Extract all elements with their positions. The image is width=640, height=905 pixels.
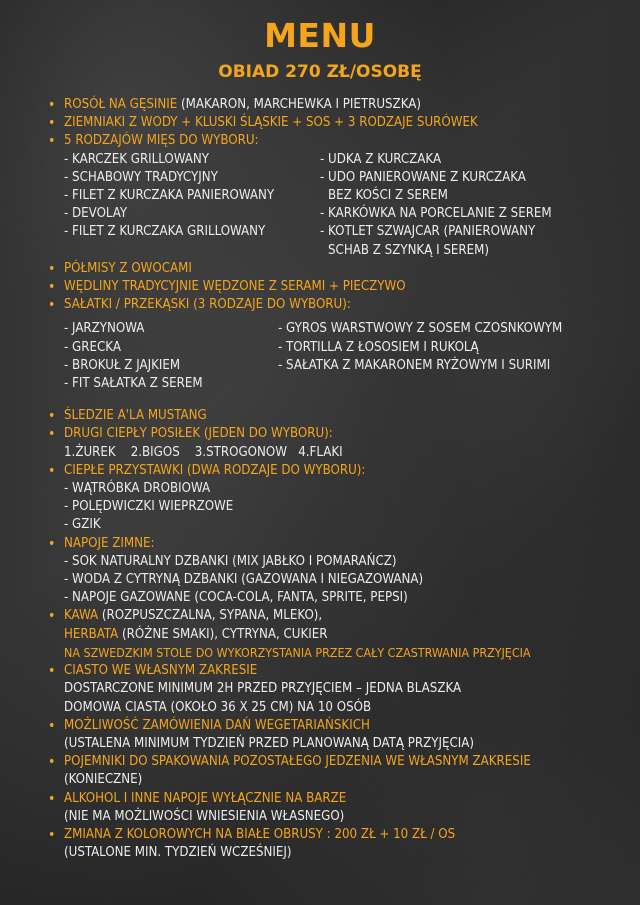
menu-item-przystawki: • CIEPŁE PRZYSTAWKI (DWA RODZAJE DO WYBORU): - WĄTRÓBKA DROBIOWA - POLĘDWICZKI WIEPRZOWE - GZIK: [48, 462, 628, 535]
bullet-icon: •: [48, 790, 56, 807]
bullet-icon: •: [48, 663, 56, 680]
list-item: - SAŁATKA Z MAKARONEM RYŻOWYM I SURIMI: [278, 357, 551, 373]
menu-item-obrusy: • ZMIANA Z KOLOROWYCH NA BIAŁE OBRUSY : 200 ZŁ + 10 ZŁ / OS (USTALONE MIN. TYDZIEŃ WCZEŚNIEJ): [48, 826, 456, 861]
menu-item-alkohol: • ALKOHOL I INNE NAPOJE WYŁĄCZNIE NA BARZE (NIE MA MOŻLIWOŚCI WNIESIENIA WŁASNEGO): [48, 790, 347, 824]
menu-item-ziemniaki: • ZIEMNIAKI Z WODY + KLUSKI ŚLĄSKIE + SOS + 3 RODZAJE SURÓWEK: [48, 115, 478, 132]
list-item: - GRECKA: [64, 339, 121, 355]
list-item: - SOK NATURALNY DZBANKI (MIX JABŁKO I POMARAŃCZ): [64, 553, 397, 569]
list-item: - NAPOJE GAZOWANE (COCA-COLA, FANTA, SPRITE, PEPSI): [64, 590, 408, 606]
salatki-right-column: [278, 320, 562, 393]
menu-item-mieso: • 5 RODZAJÓW MIĘS DO WYBORU: - KARCZEK GRILLOWANY - SCHABOWY TRADYCYJNY - FILET Z KURCZAKA PANIEROWANY - DEVOLAY - FILET Z KURCZAKA GRILLOWANY - UDKA Z KURCZAKA - UDO PANIEROWANE Z KURCZAKA BEZ KOŚCI Z SEREM - KARKÓWKA NA PORCELANIE Z SEREM - KOTLET SZWAJCAR (PANIEROWANY SCHAB Z SZYNKĄ I SEREM): [48, 132, 628, 259]
list-item: - FILET Z KURCZAKA GRILLOWANY: [64, 224, 266, 240]
bullet-icon: •: [48, 426, 56, 443]
menu-item-salatki: • SAŁATKI / PRZEKĄSKI (3 RODZAJE DO WYBORU): - JARZYNOWA - GRECKA - BROKUŁ Z JAJKIEM - FIT SAŁATKA Z SEREM - GYROS WARSTWOWY Z SOSEM CZOSNKOWYM - TORTILLA Z ŁOSOSIEM I RUKOLĄ - SAŁATKA Z MAKARONEM RYŻOWYM I SURIMI: [48, 296, 628, 393]
salatki-left-column: [64, 320, 278, 393]
menu-item-ciasto: • CIASTO WE WŁASNYM ZAKRESIE DOSTARCZONE MINIMUM 2H PRZED PRZYJĘCIEM – JEDNA BLASZKA DOMOWA CIASTA (OKOŁO 36 X 25 CM) NA 10 OSÓB: [48, 663, 462, 715]
mieso-right-column: [320, 151, 552, 260]
menu-subtitle: OBIAD 270 ZŁ/OSOBĘ: [218, 62, 422, 82]
menu-item-kawa: • KAWA (ROZPUSZCZALNA, SYPANA, MLEKO), HERBATA (RÓŻNE SMAKI), CYTRYNA, CUKIER NA SZWEDZKIM STOLE DO WYKORZYSTANIA PRZEZ CAŁY CZASTRWANIA PRZYJĘCIA: [48, 607, 628, 662]
bullet-icon: •: [48, 279, 56, 296]
bullet-icon: •: [48, 462, 56, 479]
bullet-icon: •: [48, 717, 56, 734]
list-item: - KARCZEK GRILLOWANY: [64, 151, 210, 167]
mieso-left-column: [64, 151, 320, 260]
list-item: - TORTILLA Z ŁOSOSIEM I RUKOLĄ: [278, 339, 479, 355]
menu-item-wedliny: • WĘDLINY TRADYCYJNIE WĘDZONE Z SERAMI + PIECZYWO: [48, 279, 406, 296]
list-item: SCHAB Z SZYNKĄ I SEREM): [328, 242, 489, 258]
list-item: - FILET Z KURCZAKA PANIEROWANY: [64, 188, 275, 204]
list-item: - KOTLET SZWAJCAR (PANIEROWANY: [320, 224, 536, 240]
list-item: - WĄTRÓBKA DROBIOWA: [64, 481, 211, 497]
list-item: BEZ KOŚCI Z SEREM: [328, 188, 448, 204]
list-item: - DEVOLAY: [64, 206, 128, 222]
menu-item-pojemniki: • POJEMNIKI DO SPAKOWANIA POZOSTAŁEGO JEDZENIA WE WŁASNYM ZAKRESIE (KONIECZNE): [48, 754, 531, 788]
bullet-icon: •: [48, 535, 56, 552]
list-item: - UDKA Z KURCZAKA: [320, 151, 442, 167]
bullet-icon: •: [48, 826, 56, 843]
mieso-options: [64, 151, 628, 260]
bullet-icon: •: [48, 408, 56, 425]
list-item: - UDO PANIEROWANE Z KURCZAKA: [320, 169, 526, 185]
list-item: - SCHABOWY TRADYCYJNY: [64, 169, 218, 185]
menu-title: MENU: [264, 16, 376, 55]
menu-item-rosol: • ROSÓŁ NA GĘSINIE (MAKARON, MARCHEWKA I PIETRUSZKA): [48, 97, 421, 113]
bullet-icon: •: [48, 608, 56, 625]
bullet-icon: •: [48, 133, 56, 150]
list-item: - BROKUŁ Z JAJKIEM: [64, 357, 181, 373]
drugi-options: 1.ŻUREK 2.BIGOS 3.STROGONOW 4.FLAKI: [64, 444, 343, 460]
herbata-label: HERBATA: [64, 626, 119, 642]
list-item: - FIT SAŁATKA Z SEREM: [64, 376, 203, 392]
salatki-options: [64, 320, 628, 393]
bullet-icon: •: [48, 754, 56, 771]
list-item: - KARKÓWKA NA PORCELANIE Z SEREM: [320, 206, 552, 222]
bullet-icon: •: [48, 115, 56, 132]
bullet-icon: •: [48, 97, 56, 113]
list-item: - JARZYNOWA: [64, 321, 145, 337]
list-item: - POLĘDWICZKI WIEPRZOWE: [64, 499, 234, 515]
menu-item-sledzie: • ŚLEDZIE A'LA MUSTANG: [48, 408, 207, 425]
menu-list: [48, 96, 628, 862]
menu-item-napoje: • NAPOJE ZIMNE: - SOK NATURALNY DZBANKI (MIX JABŁKO I POMARAŃCZ) - WODA Z CYTRYNĄ DZBANKI (GAZOWANA I NIEGAZOWANA) - NAPOJE GAZOWANE (COCA-COLA, FANTA, SPRITE, PEPSI): [48, 535, 628, 608]
bullet-icon: •: [48, 260, 56, 277]
list-item: - GZIK: [64, 517, 101, 533]
bullet-icon: •: [48, 297, 56, 314]
list-item: - WODA Z CYTRYNĄ DZBANKI (GAZOWANA I NIEGAZOWANA): [64, 572, 424, 588]
menu-item-polmisy: • PÓŁMISY Z OWOCAMI: [48, 260, 192, 277]
menu-item-wegetarianskie: • MOŻLIWOŚĆ ZAMÓWIENIA DAŃ WEGETARIAŃSKICH (USTALENA MINIMUM TYDZIEŃ PRZED PLANOWANĄ DATĄ PRZYJĘCIA): [48, 717, 475, 751]
list-item: - GYROS WARSTWOWY Z SOSEM CZOSNKOWYM: [278, 321, 563, 337]
menu-item-drugi: • DRUGI CIEPŁY POSIŁEK (JEDEN DO WYBORU): 1.ŻUREK 2.BIGOS 3.STROGONOW 4.FLAKI: [48, 425, 628, 461]
szwedzki-stol-note: NA SZWEDZKIM STOLE DO WYKORZYSTANIA PRZEZ CAŁY CZASTRWANIA PRZYJĘCIA: [64, 644, 531, 660]
